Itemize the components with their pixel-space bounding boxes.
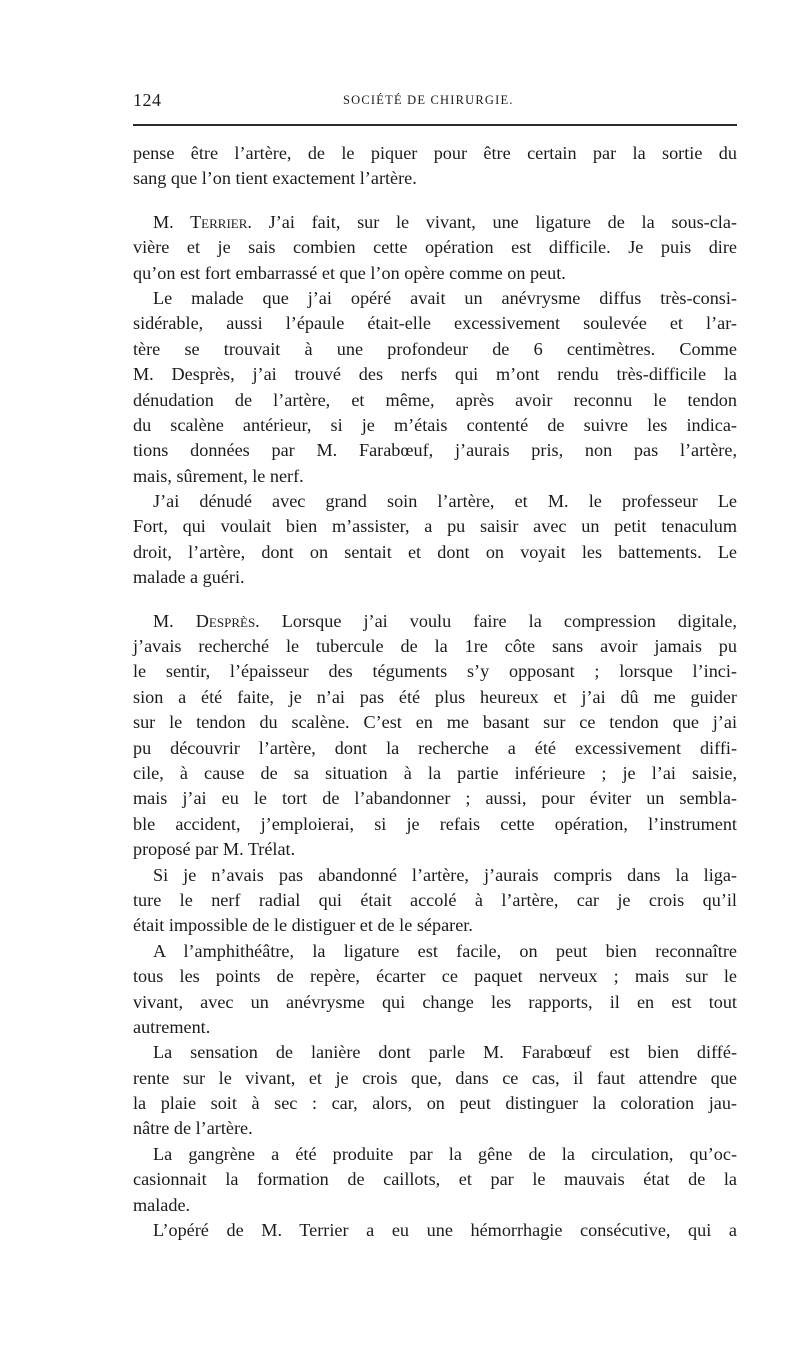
text-line: cile, à cause de sa situation à la partie inférieure ; je l’ai saisie, [133, 762, 737, 783]
text-line: Si je n’avais pas abandonné l’artère, j’aurais compris dans la liga- [153, 864, 737, 885]
text-line: sidérable, aussi l’épaule était-elle excessivement soulevée et l’ar- [133, 313, 737, 334]
text-line: j’avais recherché le tubercule de la 1re côte sans avoir jamais pu [133, 636, 737, 657]
text-line: nâtre de l’artère. [133, 1118, 253, 1139]
text-line: était impossible de le distiguer et de le séparer. [133, 915, 473, 936]
text-line: vière et je sais combien cette opération est difficile. Je puis dire [133, 237, 737, 258]
text-line: tère se trouvait à une profondeur de 6 centimètres. Comme [133, 338, 737, 359]
text-line: du scalène antérieur, si je m’étais contenté de suivre les indica- [133, 414, 737, 435]
text-line: qu’on est fort embarrassé et que l’on opère comme on peut. [133, 262, 566, 283]
paragraph [133, 939, 737, 1041]
text-line: Le malade que j’ai opéré avait un anévrysme diffus très-consi- [153, 287, 737, 308]
text-line: dénudation de l’artère, et même, après avoir reconnu le tendon [133, 389, 737, 410]
text-line: sur le tendon du scalène. C’est en me basant sur ce tendon que j’ai [133, 712, 737, 733]
speaker-name: M. Terrier. [153, 211, 252, 232]
text-line: mais j’ai eu le tort de l’abandonner ; aussi, pour éviter un sembla- [133, 788, 737, 809]
header-rule [133, 124, 737, 126]
paragraph [133, 489, 737, 591]
text-line: La gangrène a été produite par la gêne de la circulation, qu’oc- [153, 1143, 737, 1164]
text-line: le sentir, l’épaisseur des téguments s’y opposant ; lorsque l’inci- [133, 661, 737, 682]
paragraph-gap [133, 192, 737, 210]
page-number: 124 [133, 90, 162, 110]
text-line: J’ai dénudé avec grand soin l’artère, et M. le professeur Le [153, 491, 737, 512]
text-line: vivant, avec un anévrysme qui change les rapports, il en est tout [133, 991, 737, 1012]
text-line: A l’amphithéâtre, la ligature est facile, on peut bien reconnaître [153, 940, 737, 961]
text-line: Fort, qui voulait bien m’assister, a pu saisir avec un petit tenaculum [133, 516, 737, 537]
text-segment: J’ai fait, sur le vivant, une ligature de la sous-cla- [251, 211, 737, 232]
text-line: rente sur le vivant, et je crois que, dans ce cas, il faut attendre que [133, 1067, 737, 1088]
text-segment: Lorsque j’ai voulu faire la compression digitale, [259, 610, 737, 631]
paragraph [133, 210, 737, 286]
paragraph [133, 1218, 737, 1243]
text-line: la plaie soit à sec : car, alors, on peut distinguer la coloration jau- [133, 1093, 737, 1114]
text-line: tions données par M. Farabœuf, j’aurais pris, non pas l’artère, [133, 440, 737, 461]
text-line: malade a guéri. [133, 567, 245, 588]
body-text [133, 141, 737, 1243]
paragraph [133, 1040, 737, 1142]
text-line: malade. [133, 1194, 191, 1215]
text-line: casionnait la formation de caillots, et par le mauvais état de la [133, 1169, 737, 1190]
text-line: sion a été faite, je n’ai pas été plus heureux et j’ai dû me guider [133, 686, 737, 707]
text-line [133, 210, 737, 235]
text-line: sang que l’on tient exactement l’artère. [133, 168, 417, 189]
text-line: L’opéré de M. Terrier a eu une hémorrhagie consécutive, qui a [153, 1220, 737, 1241]
text-line: La sensation de lanière dont parle M. Farabœuf est bien diffé- [153, 1042, 737, 1063]
paragraph [133, 1142, 737, 1218]
paragraph [133, 863, 737, 939]
paragraph [133, 609, 737, 863]
paragraph [133, 141, 737, 192]
text-line: ble accident, j’emploierai, si je refais cette opération, l’instrument [133, 813, 737, 834]
text-line: autrement. [133, 1016, 211, 1037]
text-line: ture le nerf radial qui était accolé à l’artère, car je crois qu’il [133, 889, 737, 910]
running-head: SOCIÉTÉ DE CHIRURGIE. [343, 93, 514, 107]
paragraph-gap [133, 591, 737, 609]
text-line: mais, sûrement, le nerf. [133, 465, 304, 486]
text-line: pense être l’artère, de le piquer pour être certain par la sortie du [133, 143, 737, 163]
text-line: proposé par M. Trélat. [133, 839, 296, 860]
text-line: droit, l’artère, dont on sentait et dont on voyait les battements. Le [133, 541, 737, 562]
page-header [133, 90, 737, 114]
text-line: tous les points de repère, écarter ce paquet nerveux ; mais sur le [133, 966, 737, 987]
speaker-name: M. Desprès. [153, 610, 260, 631]
text-line [133, 609, 737, 634]
paragraph [133, 286, 737, 489]
text-line: pu découvrir l’artère, dont la recherche a été excessivement diffi- [133, 737, 737, 758]
text-line: M. Desprès, j’ai trouvé des nerfs qui m’ont rendu très-difficile la [133, 364, 737, 385]
